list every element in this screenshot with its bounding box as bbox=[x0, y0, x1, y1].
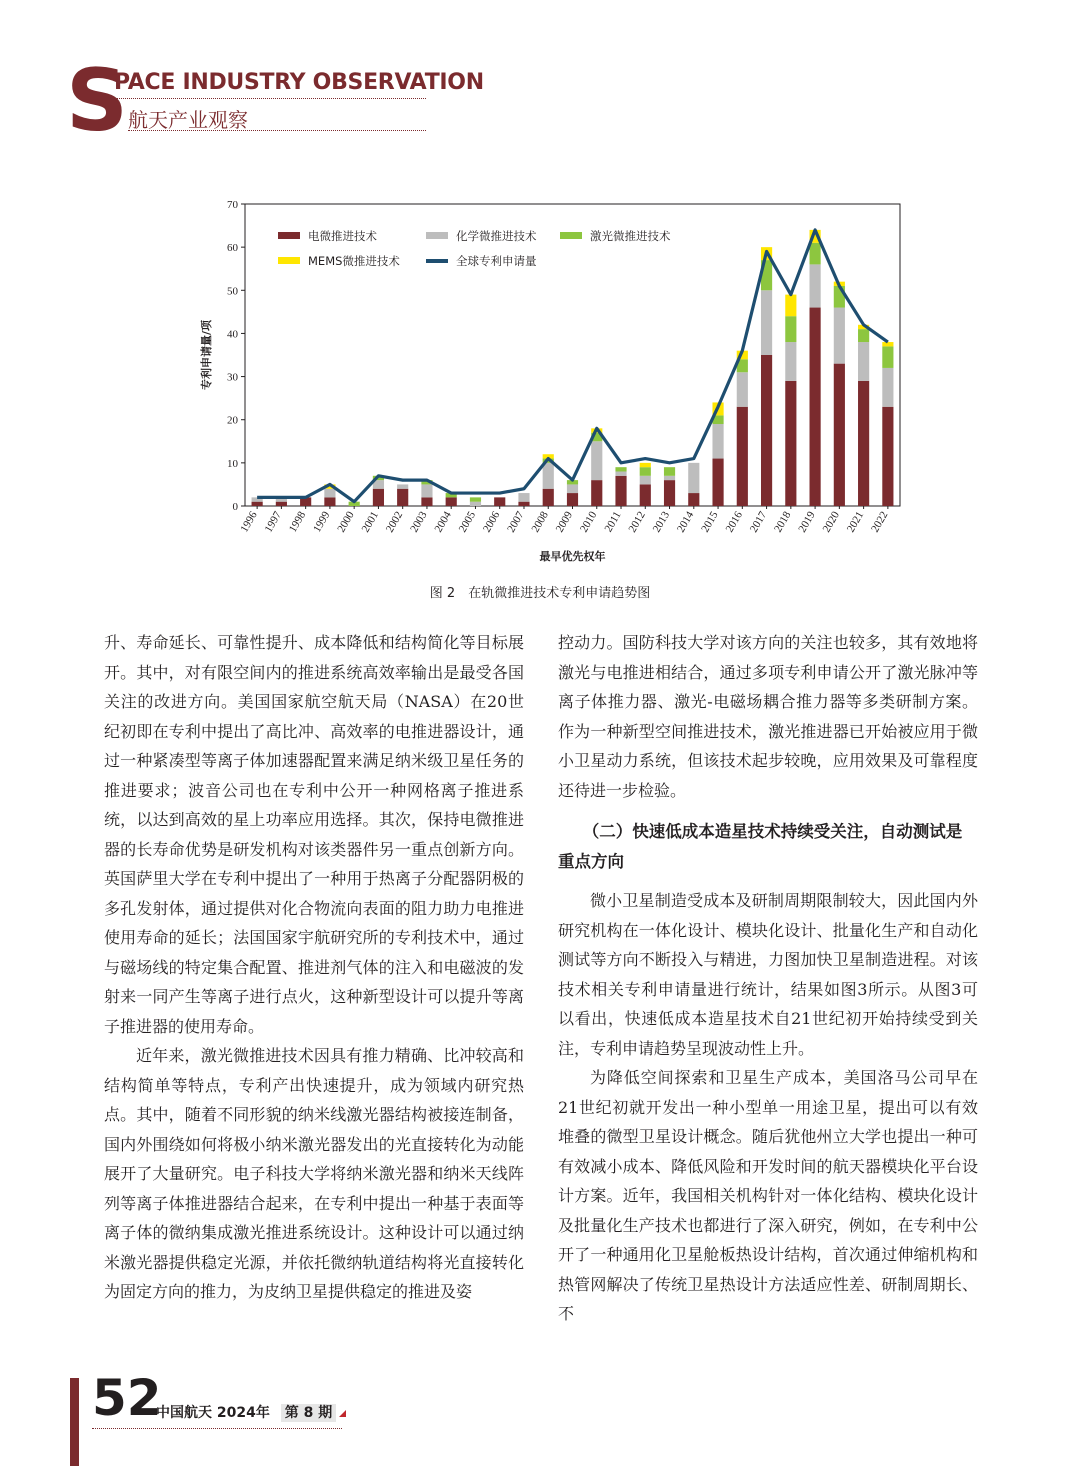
corner-mark-icon bbox=[339, 1410, 346, 1417]
x-tick-label: 2020 bbox=[820, 509, 842, 535]
x-tick-label: 2005 bbox=[456, 509, 479, 535]
bar-segment-chemical bbox=[324, 489, 335, 498]
bar-segment-electric bbox=[543, 489, 554, 506]
y-tick-label: 20 bbox=[227, 414, 238, 427]
bar-segment-chemical bbox=[567, 484, 578, 493]
y-tick-label: 0 bbox=[232, 501, 238, 513]
x-tick-label: 2000 bbox=[335, 509, 357, 535]
bar-segment-chemical bbox=[615, 471, 626, 475]
bar-segment-chemical bbox=[591, 441, 602, 480]
x-tick-label: 2010 bbox=[577, 509, 600, 535]
bar-segment-electric bbox=[737, 407, 748, 506]
bar-segment-laser bbox=[615, 467, 626, 471]
bar-segment-electric bbox=[518, 502, 529, 506]
paragraph: 近年来，激光微推进技术因具有推力精确、比冲较高和结构简单等特点，专利产出快速提升，成为领域内研究热点。其中，随着不同形貌的纳米线激光器结构被接连制备，国内外围绕如何将极小纳米激光器发出的光直接转化为动能展开了大量研究。电子科技大学将纳米激光器和纳米天线阵列等离子体推进器结合起来，在专利中提出一种基于表面等离子体的微纳集成激光推进系统设计。这种设计可以通过纳米激光器提供稳定光源，并依托微纳轨道结构将光直接转化为固定方向的推力，为皮纳卫星提供稳定的推进及姿 bbox=[104, 1046, 524, 1301]
bar-segment-electric bbox=[640, 484, 651, 506]
bar-segment-chemical bbox=[712, 424, 723, 459]
bar-segment-chemical bbox=[518, 493, 529, 502]
x-tick-label: 2016 bbox=[723, 509, 745, 535]
figure-caption: 图 2 在轨微推进技术专利申请趋势图 bbox=[429, 586, 651, 601]
y-axis-label: 专利申请量/项 bbox=[200, 319, 213, 391]
legend-label: 全球专利申请量 bbox=[456, 254, 537, 268]
x-tick-label: 2017 bbox=[747, 509, 770, 535]
bar-segment-electric bbox=[712, 459, 723, 506]
bar-segment-mems bbox=[882, 342, 893, 346]
legend-label: 化学微推进技术 bbox=[456, 229, 537, 243]
bar-segment-laser bbox=[882, 346, 893, 368]
bar-segment-electric bbox=[882, 407, 893, 506]
header-title-cn: 航天产业观察 bbox=[128, 108, 248, 132]
footer-divider bbox=[92, 1428, 342, 1429]
bar-segment-electric bbox=[591, 480, 602, 506]
bar-segment-electric bbox=[785, 381, 796, 506]
legend-label: 电微推进技术 bbox=[308, 229, 377, 243]
bar-segment-chemical bbox=[882, 368, 893, 407]
legend-swatch-total bbox=[426, 259, 448, 263]
y-tick-label: 60 bbox=[227, 242, 238, 255]
plot-frame bbox=[245, 204, 900, 506]
x-tick-label: 2015 bbox=[699, 509, 721, 535]
page-number: 52 bbox=[92, 1369, 162, 1427]
legend-label: 激光微推进技术 bbox=[590, 229, 671, 243]
x-tick-label: 2003 bbox=[408, 509, 430, 535]
bar-segment-electric bbox=[615, 476, 626, 506]
bar-segment-laser bbox=[470, 497, 481, 501]
x-tick-label: 2012 bbox=[626, 509, 648, 535]
issue-year: 2024年 bbox=[216, 1405, 270, 1421]
legend-swatch-chemical bbox=[426, 232, 448, 239]
header-title-en: PACE INDUSTRY OBSERVATION bbox=[114, 70, 484, 95]
paragraph: 微小卫星制造受成本及研制周期限制较大，因此国内外研究机构在一体化设计、模块化设计、批量化生产和自动化测试等方向不断投入与精进，力图加快卫星制造进程。对该技术相关专利申请量进行统计，结果如图3所示。从图3可以看出，快速低成本造星技术自21世纪初开始持续受到关注，专利申请趋势呈现波动性上升。 bbox=[558, 891, 978, 1058]
paragraph: 为降低空间探索和卫星生产成本，美国洛马公司早在21世纪初就开发出一种小型单一用途卫星，提出可以有效堆叠的微型卫星设计概念。随后犹他州立大学也提出一种可有效减小成本、降低风险和开发时间的航天器模块化平台设计方案。近年，我国相关机构针对一体化结构、模块化设计及批量化生产技术也都进行了深入研究，例如，在专利中公开了一种通用化卫星舱板热设计结构，首次通过伸缩机构和热管网解决了传统卫星热设计方法适应性差、研制周期长、不 bbox=[558, 1068, 978, 1323]
x-tick-label: 1996 bbox=[238, 509, 260, 535]
header-divider bbox=[128, 130, 426, 131]
bar-segment-chemical bbox=[810, 264, 821, 307]
bar-segment-electric bbox=[834, 364, 845, 506]
bar-segment-chemical bbox=[688, 463, 699, 493]
bar-segment-chemical bbox=[785, 342, 796, 381]
x-tick-label: 2004 bbox=[432, 509, 454, 535]
bar-segment-laser bbox=[640, 467, 651, 476]
x-tick-label: 2009 bbox=[553, 509, 576, 535]
footer-bar bbox=[70, 1378, 79, 1466]
text-column-left bbox=[104, 628, 524, 1307]
x-tick-label: 2018 bbox=[772, 509, 794, 535]
x-tick-label: 2014 bbox=[675, 509, 697, 535]
x-tick-label: 2013 bbox=[650, 509, 673, 535]
x-axis-label: 最早优先权年 bbox=[539, 550, 606, 563]
section-heading: （二）快速低成本造星技术持续受关注，自动测试是重点方向 bbox=[558, 822, 963, 871]
x-tick-label: 2007 bbox=[505, 509, 527, 535]
x-tick-label: 1999 bbox=[311, 509, 333, 535]
bar-segment-chemical bbox=[761, 290, 772, 355]
running-header bbox=[66, 51, 484, 151]
bar-segment-electric bbox=[761, 355, 772, 506]
paragraph: 控动力。国防科技大学对该方向的关注也较多，其有效地将激光与电推进相结合，通过多项专利申请公开了激光脉冲等离子体推力器、激光-电磁场耦合推力器等多类研制方案。作为一种新型空间推进技术，激光推进器已开始被应用于微小卫星动力系统，但该技术起步较晚，应用效果及可靠程度还待进一步检验。 bbox=[558, 633, 978, 800]
bar-segment-chemical bbox=[421, 484, 432, 497]
bar-segment-electric bbox=[276, 502, 287, 506]
bar-segment-laser bbox=[858, 329, 869, 342]
y-tick-label: 10 bbox=[227, 457, 238, 470]
bar-segment-laser bbox=[810, 243, 821, 265]
text-column-right bbox=[558, 628, 978, 1329]
bar-segment-mems bbox=[640, 463, 651, 467]
bar-segment-chemical bbox=[737, 372, 748, 407]
y-tick-label: 70 bbox=[227, 199, 238, 211]
bar-segment-electric bbox=[421, 497, 432, 506]
x-tick-label: 2008 bbox=[529, 509, 551, 535]
bar-segment-chemical bbox=[640, 476, 651, 485]
bar-segment-electric bbox=[688, 493, 699, 506]
bar-segment-chemical bbox=[543, 463, 554, 489]
legend-swatch-laser bbox=[560, 232, 582, 239]
legend-swatch-electric bbox=[278, 232, 300, 239]
x-tick-label: 2011 bbox=[602, 509, 624, 535]
bar-segment-laser bbox=[664, 467, 675, 476]
x-tick-label: 2019 bbox=[796, 509, 818, 535]
patent-trend-chart bbox=[190, 190, 920, 575]
bar-segment-electric bbox=[446, 497, 457, 506]
bar-segment-electric bbox=[252, 502, 263, 506]
x-tick-label: 1998 bbox=[286, 509, 309, 535]
magazine-name: 中国航天 bbox=[156, 1405, 212, 1421]
footer-issue-info bbox=[156, 1402, 346, 1422]
bar-segment-mems bbox=[785, 295, 796, 317]
bar-segment-electric bbox=[494, 497, 505, 506]
y-tick-label: 30 bbox=[227, 371, 238, 384]
bar-segment-electric bbox=[373, 489, 384, 506]
bar-segment-electric bbox=[397, 489, 408, 506]
paragraph: 升、寿命延长、可靠性提升、成本降低和结构简化等目标展开。其中，对有限空间内的推进系统高效率输出是最受各国关注的改进方向。美国国家航空航天局（NASA）在20世纪初即在专利中提出了高比冲、高效率的电推进器设计，通过一种紧凑型等离子体加速器配置来满足纳米级卫星任务的推进要求；波音公司也在专利中公开一种网格离子推进系统，以达到高效的星上功率应用选择。其次，保持电微推进器的长寿命优势是研发机构对该类器件另一重点创新方向。英国萨里大学在专利中提出了一种用于热离子分配器阴极的多孔发射体，通过提供对化合物流向表面的阻力助力电推进使用寿命的延长；法国国家宇航研究所的专利技术中，通过与磁场线的特定集合配置、推进剂气体的注入和电磁波的发射来一同产生等离子进行点火，这种新型设计可以提升等离子推进器的使用寿命。 bbox=[104, 633, 524, 1036]
legend-swatch-mems bbox=[278, 257, 300, 264]
legend-label: MEMS微推进技术 bbox=[308, 254, 400, 268]
bar-segment-chemical bbox=[858, 342, 869, 381]
bar-segment-electric bbox=[810, 308, 821, 506]
x-tick-label: 2001 bbox=[359, 509, 382, 535]
bar-segment-chemical bbox=[834, 308, 845, 364]
bar-segment-chemical bbox=[470, 502, 481, 506]
bar-segment-laser bbox=[785, 316, 796, 342]
bar-segment-chemical bbox=[664, 476, 675, 480]
x-tick-label: 2022 bbox=[869, 509, 891, 535]
x-tick-label: 2002 bbox=[383, 509, 406, 535]
bar-segment-electric bbox=[324, 497, 335, 506]
y-tick-label: 50 bbox=[227, 285, 238, 298]
header-divider bbox=[114, 98, 426, 99]
x-tick-label: 2021 bbox=[844, 509, 867, 535]
x-tick-label: 2006 bbox=[480, 509, 503, 535]
bar-segment-chemical bbox=[397, 484, 408, 488]
bar-segment-electric bbox=[567, 493, 578, 506]
y-tick-label: 40 bbox=[227, 328, 238, 341]
bar-segment-electric bbox=[664, 480, 675, 506]
x-tick-label: 1997 bbox=[262, 509, 284, 535]
header-logo-letter: S bbox=[66, 51, 128, 151]
bar-segment-electric bbox=[858, 381, 869, 506]
issue-number: 第 8 期 bbox=[281, 1404, 337, 1422]
